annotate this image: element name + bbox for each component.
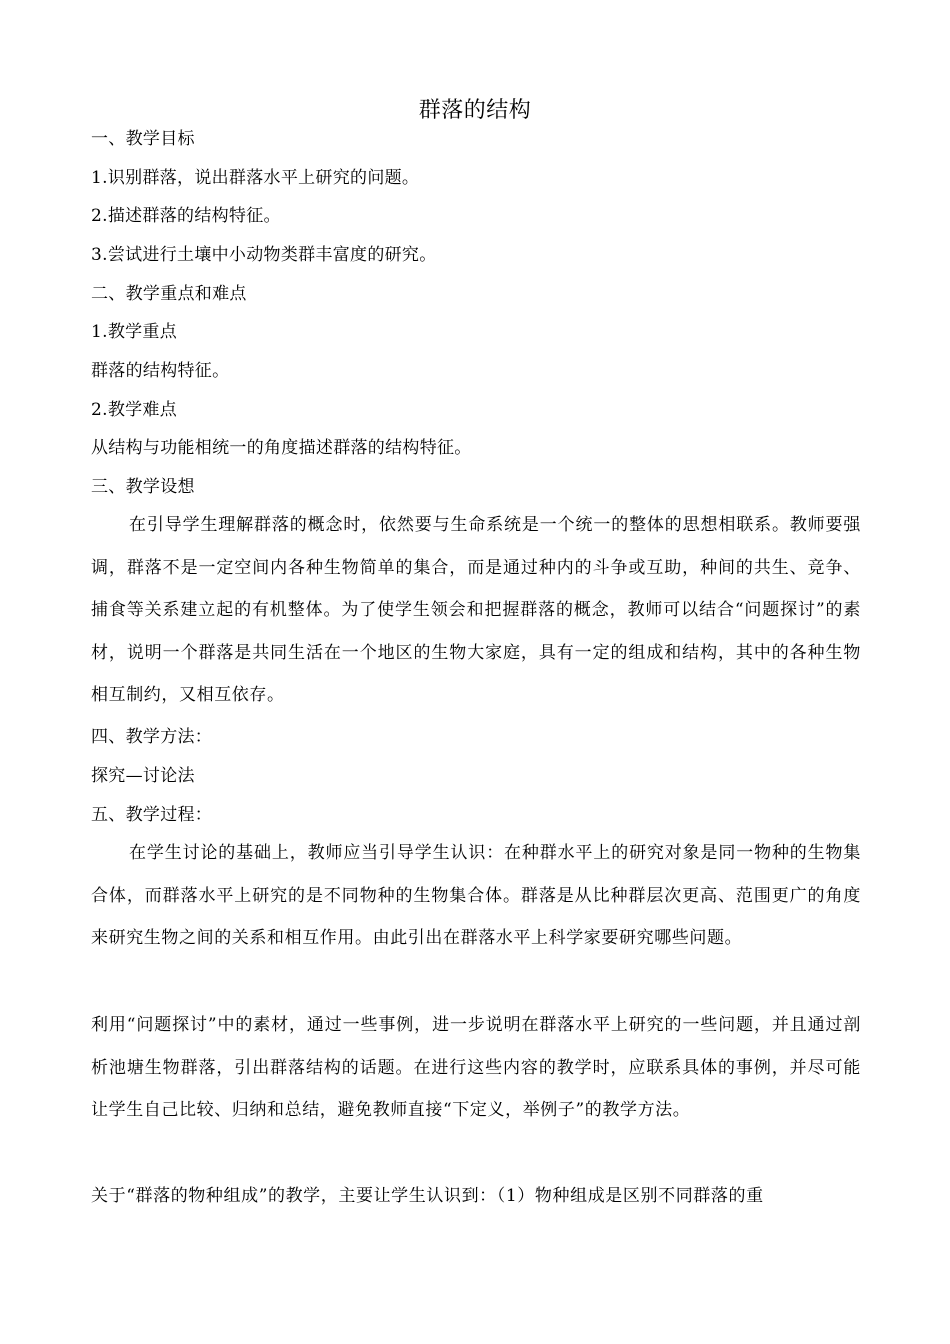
document-title: 群落的结构 xyxy=(418,98,532,123)
teaching-method-text: 探究—讨论法 xyxy=(91,766,195,786)
process-paragraph-1: 在学生讨论的基础上，教师应当引导学生认识：在种群水平上的研究对象是同一物种的生物集合体，而群落水平上研究的是不同物种的生物集合体。群落是从比种群层次更高、范围更广的角度来研究生物之间的关系和相互作用。由此引出在群落水平上科学家要研究哪些问题。 xyxy=(91,843,861,948)
section-heading-key-points: 二、教学重点和难点 xyxy=(91,284,247,304)
section-heading-teaching-process: 五、教学过程： xyxy=(91,805,213,825)
difficult-point-text: 从结构与功能相统一的角度描述群落的结构特征。 xyxy=(91,438,472,458)
subheading-difficult-point: 2.教学难点 xyxy=(91,400,178,420)
process-paragraph-2: 利用“问题探讨”中的素材，通过一些事例，进一步说明在群落水平上研究的一些问题，并且通过剖析池塘生物群落，引出群落结构的话题。在进行这些内容的教学时，应联系具体的事例，并尽可能让学生自己比较、归纳和总结，避免教师直接“下定义，举例子”的教学方法。 xyxy=(91,1015,861,1120)
goal-item-3: 3.尝试进行土壤中小动物类群丰富度的研究。 xyxy=(91,245,437,265)
subheading-key-point: 1.教学重点 xyxy=(91,322,178,342)
process-paragraph-3: 关于“群落的物种组成”的教学，主要让学生认识到：（1）物种组成是区别不同群落的重 xyxy=(91,1186,764,1206)
section-heading-teaching-design: 三、教学设想 xyxy=(91,477,195,497)
goal-item-1: 1.识别群落，说出群落水平上研究的问题。 xyxy=(91,168,420,188)
section-heading-teaching-goals: 一、教学目标 xyxy=(91,129,195,149)
goal-item-2: 2.描述群落的结构特征。 xyxy=(91,206,281,226)
key-point-text: 群落的结构特征。 xyxy=(91,361,230,381)
teaching-design-paragraph: 在引导学生理解群落的概念时，依然要与生命系统是一个统一的整体的思想相联系。教师要强调，群落不是一定空间内各种生物简单的集合，而是通过种内的斗争或互助，种间的共生、竞争、捕食等关系建立起的有机整体。为了使学生领会和把握群落的概念，教师可以结合“问题探讨”的素材，说明一个群落是共同生活在一个地区的生物大家庭，具有一定的组成和结构，其中的各种生物相互制约，又相互依存。 xyxy=(91,515,861,705)
section-heading-teaching-method: 四、教学方法： xyxy=(91,727,213,747)
